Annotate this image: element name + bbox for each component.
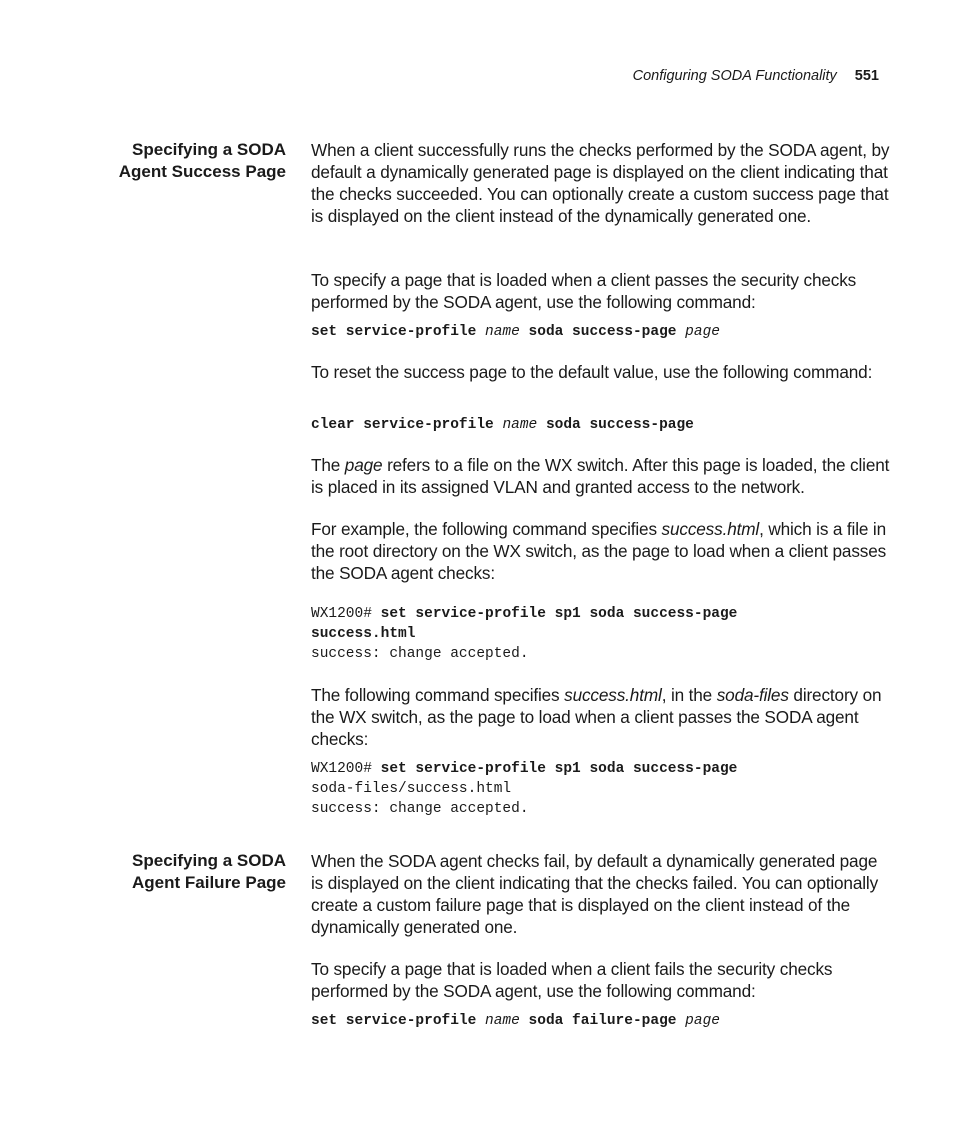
code-example [311, 759, 891, 819]
paragraph: To specify a page that is loaded when a client passes the security checks performed by the SODA agent, use the following command: [311, 270, 857, 312]
command-syntax [311, 415, 891, 435]
paragraph-block [311, 454, 891, 498]
paragraph [311, 454, 891, 498]
emphasis: soda-files [716, 685, 789, 705]
paragraph-block [311, 269, 891, 313]
code-keyword: set service-profile [311, 1013, 486, 1029]
emphasis: success.html [661, 519, 760, 539]
emphasis: page [344, 455, 383, 475]
section-heading-failure [60, 850, 286, 894]
code-variable: name [485, 1013, 520, 1029]
paragraph: When a client successfully runs the checks performed by the SODA agent, by default a dynamically generated page is displayed on the client indicating that the checks succeeded. You can optionally create a custom success page that is displayed on the client instead of the dynamically generated one. [311, 140, 890, 226]
cli-output: success: change accepted. [311, 646, 529, 662]
paragraph-block [311, 361, 891, 383]
paragraph [311, 518, 891, 584]
paragraph: When the SODA agent checks fail, by default a dynamically generated page is displayed on the client indicating that the checks failed. You can optionally create a custom failure page that is displayed on the client instead of the dynamically generated one. [311, 851, 879, 937]
section-heading-line: Specifying a SODA [132, 851, 286, 870]
paragraph-block [311, 518, 891, 584]
section-heading-line: Agent Success Page [118, 162, 286, 181]
code-keyword: set service-profile [311, 324, 486, 340]
section-body-success [311, 139, 891, 227]
code-example [311, 604, 891, 664]
section-heading-success [60, 139, 286, 183]
header-title: Configuring SODA Functionality [632, 68, 837, 84]
section-heading-line: Agent Failure Page [132, 873, 286, 892]
paragraph-block [311, 684, 891, 750]
code-variable: name [502, 417, 538, 433]
cli-output: success: change accepted. [311, 801, 529, 817]
code-variable: page [685, 324, 720, 340]
code-keyword: soda failure-page [519, 1013, 686, 1029]
text: refers to a file on the WX switch. After this page is loaded, the client is placed in its assigned VLAN and granted access to the network. [311, 455, 890, 497]
running-header [633, 66, 879, 86]
text: directory on the WX switch, as the page to load when a client passes the SODA agent checks: [311, 685, 882, 749]
command-syntax [311, 1011, 891, 1031]
cli-command-arg: soda-files/success.html [311, 781, 512, 797]
cli-prompt: WX1200# [311, 606, 381, 622]
section-heading-line: Specifying a SODA [132, 140, 286, 159]
code-keyword: soda success-page [537, 417, 694, 433]
text: For example, the following command specifies [311, 519, 662, 539]
cli-command: set service-profile sp1 soda success-page [380, 761, 738, 777]
cli-command: set service-profile sp1 soda success-page [380, 606, 738, 622]
code-variable: page [685, 1013, 720, 1029]
cli-prompt: WX1200# [311, 761, 381, 777]
paragraph: To reset the success page to the default value, use the following command: [311, 362, 873, 382]
command-syntax [311, 322, 891, 342]
text: The following command specifies [311, 685, 565, 705]
cli-command: success.html [311, 626, 416, 642]
code-variable: name [485, 324, 520, 340]
section-body-failure [311, 850, 891, 938]
code-keyword: soda success-page [519, 324, 686, 340]
paragraph: To specify a page that is loaded when a client fails the security checks performed by the SODA agent, use the following command: [311, 959, 833, 1001]
text: , in the [661, 685, 717, 705]
text: The [311, 455, 345, 475]
text: , which is a file in the root directory on the WX switch, as the page to load when a client passes the SODA agent checks: [311, 519, 887, 583]
code-keyword: clear service-profile [311, 417, 503, 433]
paragraph [311, 684, 891, 750]
page-number: 551 [854, 68, 879, 84]
paragraph-block [311, 958, 891, 1002]
emphasis: success.html [564, 685, 662, 705]
